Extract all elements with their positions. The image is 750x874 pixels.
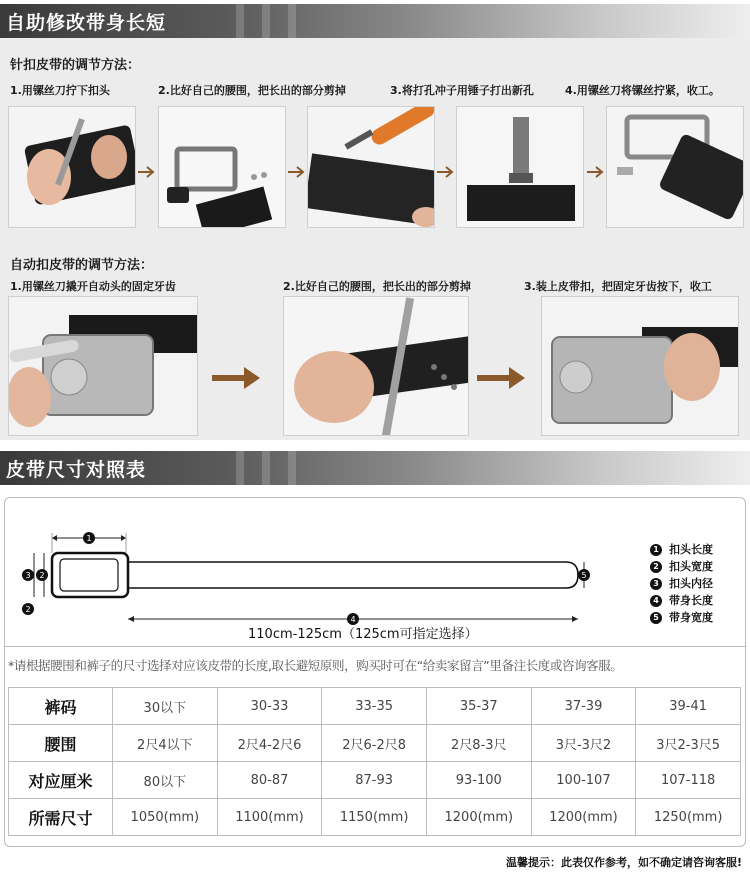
size-table <box>8 687 741 836</box>
pin-step-4-label: 4.用镙丝刀将镙丝拧紧，收工。 <box>565 84 720 97</box>
auto-step-3-label: 3.装上皮带扣，把固定牙齿按下，收工 <box>524 280 712 293</box>
pin-step-1-label: 1.用镙丝刀拧下扣头 <box>10 84 110 97</box>
svg-text:4: 4 <box>350 615 356 624</box>
legend-item-buckle-length: 1 扣头长度 <box>650 541 713 557</box>
auto-step-2-label: 2.比好自己的腰围，把长出的部分剪掉 <box>283 280 471 293</box>
arrow-icon <box>137 164 157 183</box>
belt-diagram <box>18 525 638 629</box>
table-row: 裤码 30以下 30-33 33-35 35-37 37-39 39-41 <box>9 688 741 725</box>
arrow-icon <box>436 164 456 183</box>
auto-step-1-photo <box>8 296 198 436</box>
svg-text:2: 2 <box>39 571 45 580</box>
arrow-icon <box>210 363 264 397</box>
pin-step-3-label: 3.将打孔冲子用锤子打出新孔 <box>390 84 534 97</box>
pin-step-1-photo <box>8 106 136 228</box>
svg-text:5: 5 <box>581 571 587 580</box>
pin-step-4b-photo <box>606 106 744 228</box>
table-row: 腰围 2尺4以下 2尺4-2尺6 2尺6-2尺8 2尺8-3尺 3尺-3尺2 3尺2-3尺5 <box>9 725 741 762</box>
section-title: 自助修改带身长短 <box>6 12 167 34</box>
pin-method-title: 针扣皮带的调节方法： <box>10 58 141 73</box>
legend-item-strap-length: 4 带身长度 <box>650 592 713 608</box>
arrow-icon <box>586 164 606 183</box>
pin-step-2-label: 2.比好自己的腰围，把长出的部分剪掉 <box>158 84 346 97</box>
svg-text:3: 3 <box>25 571 31 580</box>
table-row: 所需尺寸 1050(mm) 1100(mm) 1150(mm) 1200(mm) 1200(mm) 1250(mm) <box>9 799 741 836</box>
table-row: 对应厘米 80以下 80-87 87-93 93-100 100-107 107-118 <box>9 762 741 799</box>
section-header-adjust <box>0 4 750 38</box>
size-note: *请根据腰围和裤子的尺寸选择对应该皮带的长度,取长避短原则，购买时可在“给卖家留言”里备注长度或咨询客服。 <box>8 658 623 673</box>
length-range-label: 110cm-125cm（125cm可指定选择） <box>248 627 478 642</box>
pin-step-2-photo <box>158 106 286 228</box>
warm-tip: 温馨提示：此表仅作参考，如不确定请咨询客服! <box>505 856 742 869</box>
arrow-icon <box>475 363 529 397</box>
svg-text:2: 2 <box>25 605 31 614</box>
legend-item-strap-width: 5 带身宽度 <box>650 609 713 625</box>
auto-step-2-photo <box>283 296 469 436</box>
svg-text:1: 1 <box>86 534 92 543</box>
divider <box>5 646 745 647</box>
legend-item-buckle-inner: 3 扣头内径 <box>650 575 713 591</box>
auto-method-title: 自动扣皮带的调节方法： <box>10 258 154 273</box>
arrow-icon <box>287 164 307 183</box>
auto-step-3-photo <box>541 296 739 436</box>
section-title: 皮带尺寸对照表 <box>6 459 147 481</box>
section-header-size-chart <box>0 451 750 485</box>
pin-step-4a-photo <box>456 106 584 228</box>
legend-item-buckle-width: 2 扣头宽度 <box>650 558 713 574</box>
pin-step-3-photo <box>307 106 435 228</box>
auto-step-1-label: 1.用镙丝刀撬开自动头的固定牙齿 <box>10 280 176 293</box>
